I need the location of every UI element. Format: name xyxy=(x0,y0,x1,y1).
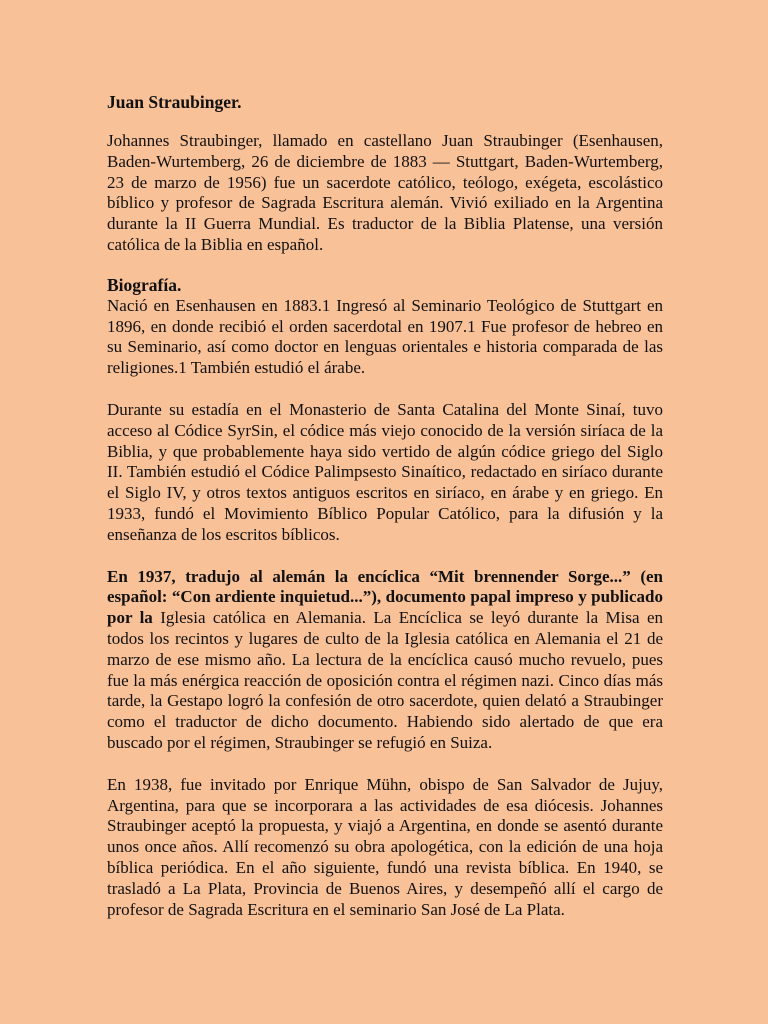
biography-paragraph-1: Nació en Esenhausen en 1883.1 Ingresó al Seminario Teológico de Stuttgart en 1896, en donde recibió el orden sacerdotal en 1907.1 Fue profesor de hebreo en su Seminario, así como doctor en lenguas orientales e historia comparada de las religiones.1 También estudió el árabe. xyxy=(107,295,663,378)
biography-paragraph-2: Durante su estadía en el Monasterio de Santa Catalina del Monte Sinaí, tuvo acceso al Códice SyrSin, el códice más viejo conocido de la versión siríaca de la Biblia, y que probablemente haya sido vertido de algún códice griego del Siglo II. También estudió el Códice Palimpsesto Sinaítico, redactado en siríaco durante el Siglo IV, y otros textos antiguos escritos en siríaco, en árabe y en griego. En 1933, fundó el Movimiento Bíblico Popular Católico, para la difusión y la enseñanza de los escritos bíblicos. xyxy=(107,399,663,544)
biography-paragraph-3-rest: Iglesia católica en Alemania. La Encíclica se leyó durante la Misa en todos los recintos y lugares de culto de la Iglesia católica en Alemania el 21 de marzo de ese mismo año. La lectura de la encíclica causó mucho revuelo, pues fue la más enérgica reacción de oposición contra el régimen nazi. Cinco días más tarde, la Gestapo logró la confesión de otro sacerdote, quien delató a Straubinger como el traductor de dicho documento. Habiendo sido alertado de que era buscado por el régimen, Straubinger se refugió en Suiza. xyxy=(107,608,663,752)
document-body xyxy=(107,91,663,920)
document-title: Juan Straubinger. xyxy=(107,92,242,112)
biography-paragraph-4: En 1938, fue invitado por Enrique Mühn, obispo de San Salvador de Jujuy, Argentina, para que se incorporara a las actividades de esa diócesis. Johannes Straubinger aceptó la propuesta, y viajó a Argentina, en donde se asentó durante unos once años. Allí recomenzó su obra apologética, con la edición de una hoja bíblica periódica. En el año siguiente, fundó una revista bíblica. En 1940, se trasladó a La Plata, Provincia de Buenos Aires, y desempeñó allí el cargo de profesor de Sagrada Escritura en el seminario San José de La Plata. xyxy=(107,774,663,919)
intro-paragraph: Johannes Straubinger, llamado en castellano Juan Straubinger (Esenhausen, Baden-Wurtemberg, 26 de diciembre de 1883 — Stuttgart, Baden-Wurtemberg, 23 de marzo de 1956) fue un sacerdote católico, teólogo, exégeta, escolástico bíblico y profesor de Sagrada Escritura alemán. Vivió exiliado en la Argentina durante la II Guerra Mundial. Es traductor de la Biblia Platense, una versión católica de la Biblia en español. xyxy=(107,131,663,254)
section-heading-biografia: Biografía. xyxy=(107,274,182,295)
biography-paragraph-3 xyxy=(107,567,663,754)
biography-paragraph-3-bold-lead: En 1937, tradujo al alemán la encíclica “Mit brennender Sorge...” (en español: “Con ardiente inquietud...”), documento papal impreso y publicado por la xyxy=(107,566,663,628)
